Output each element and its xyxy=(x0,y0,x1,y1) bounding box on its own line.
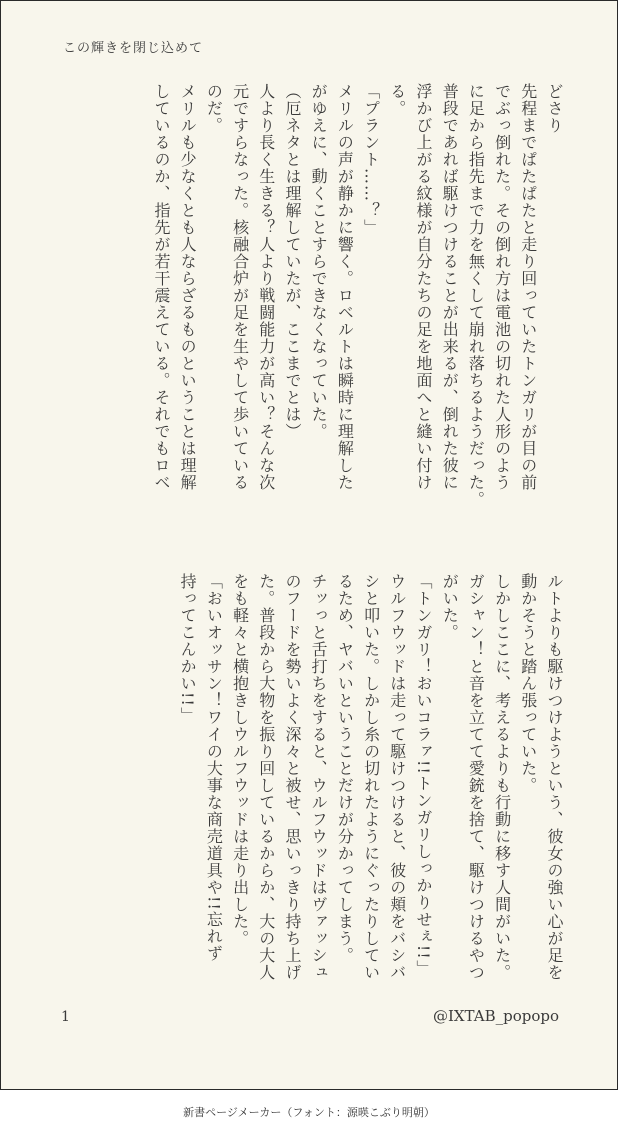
text-line: ルトよりも駆けつけようという、彼女の強い心が足を xyxy=(545,573,564,981)
text-line: 人より長く生きる？人より戦闘能力が高い？そんな次 xyxy=(256,83,276,491)
text-line: 「プラント……？」 xyxy=(361,83,381,236)
text-line: をも軽々と横抱きしウルフウッドは走り出した。 xyxy=(230,573,250,947)
text-line: ガシャン！と音を立てて愛銃を捨て、駆けつけるやつ xyxy=(466,573,486,981)
text-line: 元ですらなった。核融合炉が足を生やして歩いている xyxy=(230,83,250,491)
text-line: 先程までぱたぱたと走り回っていたトンガリが目の前 xyxy=(518,83,538,491)
text-line: 普段であれば駆けつけることが出来るが、倒れた彼に xyxy=(440,83,460,491)
text-line: のフードを勢いよく深々と被せ、思いっきり持ち上げ xyxy=(282,573,302,981)
author-handle: @IXTAB_popopo xyxy=(432,1007,559,1025)
text-block-upper xyxy=(47,83,567,523)
text-line: 動かそうと踏ん張っていた。 xyxy=(518,573,538,794)
text-line: チッっと舌打ちをすると、ウルフウッドはヴァッシュ xyxy=(309,573,329,981)
text-line: （厄ネタとは理解していたが、ここまでとは） xyxy=(282,83,302,440)
text-line: 浮かび上がる紋様が自分たちの足を地面へと縫い付け xyxy=(413,83,433,491)
text-block-lower xyxy=(47,573,567,1013)
generator-credit: 新書ページメーカー（フォント：源暎こぶり明朝） xyxy=(183,1106,435,1119)
text-line: 持ってこんかい!!」 xyxy=(178,573,198,724)
text-line: 「トンガリ！おいコラァ!!トンガリしっかりせぇ!!」 xyxy=(413,573,433,977)
text-line: がいた。 xyxy=(440,573,460,641)
text-line: るため、ヤバいということだけが分かってしまう。 xyxy=(335,573,355,964)
text-line: しかしここに、考えるよりも行動に移す人間がいた。 xyxy=(492,573,512,981)
text-line: しているのか、指先が若干震えている。それでもロベ xyxy=(151,83,171,491)
text-line: ウルフウッドは走って駆けつけると、彼の頬をバシバ xyxy=(387,573,407,981)
text-line: に足から指先まで力を無くして崩れ落ちるようだった。 xyxy=(466,83,486,508)
text-line: どさり xyxy=(545,83,564,134)
text-line: メリルの声が静かに響く。ロベルトは瞬時に理解した xyxy=(335,83,355,491)
text-line: のだ。 xyxy=(204,83,224,134)
text-line: る。 xyxy=(387,83,407,117)
page-header-title: この輝きを閉じ込めて xyxy=(63,41,204,56)
text-line: シと叩いた。しかし糸の切れたようにぐったりしてい xyxy=(361,573,381,981)
text-line: がゆえに、動くことすらできなくなっていた。 xyxy=(309,83,329,440)
text-line: 「おいオッサン！ワイの大事な商売道具や!!忘れず xyxy=(204,573,224,962)
text-line: でぶっ倒れた。その倒れ方は電池の切れた人形のよう xyxy=(492,83,512,491)
page-number: 1 xyxy=(61,1009,70,1025)
text-line: メリルも少なくとも人ならざるものということは理解 xyxy=(178,83,198,491)
text-line: た。普段から大物を振り回しているからか、大の大人 xyxy=(256,573,276,981)
